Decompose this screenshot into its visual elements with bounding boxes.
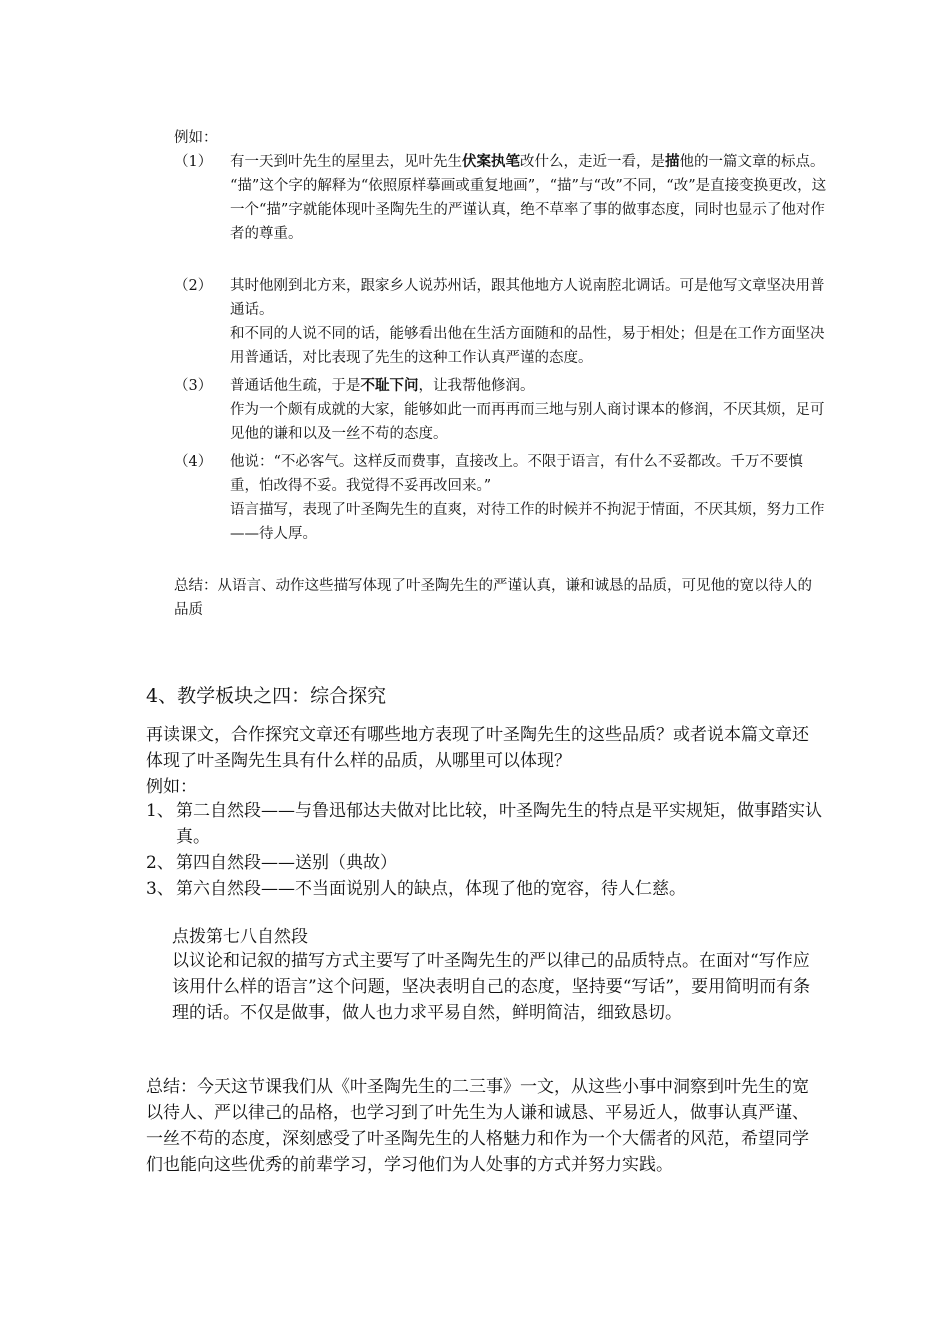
list-item-text: 第四自然段——送别（典故） bbox=[176, 853, 397, 873]
example-analysis: “描”这个字的解释为“依照原样摹画或重复地画”，“描”与“改”不同，“改”是直接变换更改，这一个“描”字就能体现叶圣陶先生的严谨认真，绝不草率了事的做事态度，同时也显示了他对作者的尊重。 bbox=[230, 178, 827, 242]
quote-text: 他的一篇文章的标点。 bbox=[679, 154, 825, 170]
list-item-number: 3、 bbox=[146, 879, 174, 899]
example-analysis: 语言描写，表现了叶圣陶先生的直爽，对待工作的时候并不拘泥于情面，不厌其烦，努力工作——待人厚。 bbox=[230, 502, 825, 542]
example-item-number: （2） bbox=[174, 278, 213, 294]
example-quote bbox=[230, 150, 830, 174]
example-quote bbox=[230, 374, 830, 398]
list-item bbox=[146, 798, 826, 850]
list-item-text: 第二自然段——与鲁迅郁达夫做对比比较，叶圣陶先生的特点是平实规矩，做事踏实认真。 bbox=[176, 801, 822, 847]
example-analysis: 作为一个颇有成就的大家，能够如此一而再再而三地与别人商讨课本的修润，不厌其烦，足可见他的谦和以及一丝不苟的态度。 bbox=[230, 402, 825, 442]
list-item bbox=[146, 876, 826, 902]
quote-bold-text: 伏案执笔 bbox=[462, 154, 520, 170]
quote-text: 普通话他生疏，于是 bbox=[230, 378, 361, 394]
example-list bbox=[146, 798, 826, 902]
list-item-number: 1、 bbox=[146, 801, 174, 821]
section-heading: 4、教学板块之四：综合探究 bbox=[146, 685, 387, 707]
tip-title: 点拨第七八自然段 bbox=[172, 927, 308, 947]
tip-body: 以议论和记叙的描写方式主要写了叶圣陶先生的严以律己的品质特点。在面对“写作应该用什么样的语言”这个问题，坚决表明自己的态度，坚持要“写话”，要用简明而有条理的话。不仅是做事，做人也力求平易自然，鲜明简洁，细致恳切。 bbox=[172, 951, 811, 1023]
quote-text: ，让我帮他修润。 bbox=[418, 378, 535, 394]
quote-text: 有一天到叶先生的屋里去，见叶先生 bbox=[230, 154, 462, 170]
example-label: 例如： bbox=[146, 777, 197, 797]
example-analysis: 和不同的人说不同的话，能够看出他在生活方面随和的品性，易于相处；但是在工作方面坚决用普通话，对比表现了先生的这种工作认真严谨的态度。 bbox=[230, 326, 825, 366]
inquiry-question: 再读课文，合作探究文章还有哪些地方表现了叶圣陶先生的这些品质？或者说本篇文章还体现了叶圣陶先生具有什么样的品质，从哪里可以体现？ bbox=[146, 725, 809, 771]
list-item-text: 第六自然段——不当面说别人的缺点，体现了他的宽容，待人仁慈。 bbox=[176, 879, 686, 899]
example-item-number: （1） bbox=[174, 154, 213, 170]
quote-bold-text: 不耻下问 bbox=[360, 378, 419, 394]
quote-bold-text: 描 bbox=[665, 154, 680, 170]
examples-summary: 总结：从语言、动作这些描写体现了叶圣陶先生的严谨认真，谦和诚恳的品质，可见他的宽以待人的品质 bbox=[174, 578, 812, 618]
list-item-number: 2、 bbox=[146, 853, 174, 873]
example-intro: 例如： bbox=[174, 130, 218, 146]
quote-text: 改什么，走近一看，是 bbox=[520, 154, 665, 170]
example-item-number: （4） bbox=[174, 454, 213, 470]
example-quote: 他说：“不必客气。这样反而费事，直接改上。不限于语言，有什么不妥都改。千万不要慎重，怕改得不妥。我觉得不妥再改回来。” bbox=[230, 454, 803, 494]
lesson-summary: 总结：今天这节课我们从《叶圣陶先生的二三事》一文，从这些小事中洞察到叶先生的宽以待人、严以律己的品格，也学习到了叶先生为人谦和诚恳、平易近人，做事认真严谨、一丝不苟的态度，深刻感受了叶圣陶先生的人格魅力和作为一个大儒者的风范，希望同学们也能向这些优秀的前辈学习，学习他们为人处事的方式并努力实践。 bbox=[146, 1077, 809, 1175]
example-quote: 其时他刚到北方来，跟家乡人说苏州话，跟其他地方人说南腔北调话。可是他写文章坚决用普通话。 bbox=[230, 278, 825, 318]
list-item bbox=[146, 850, 826, 876]
example-item-number: （3） bbox=[174, 378, 213, 394]
